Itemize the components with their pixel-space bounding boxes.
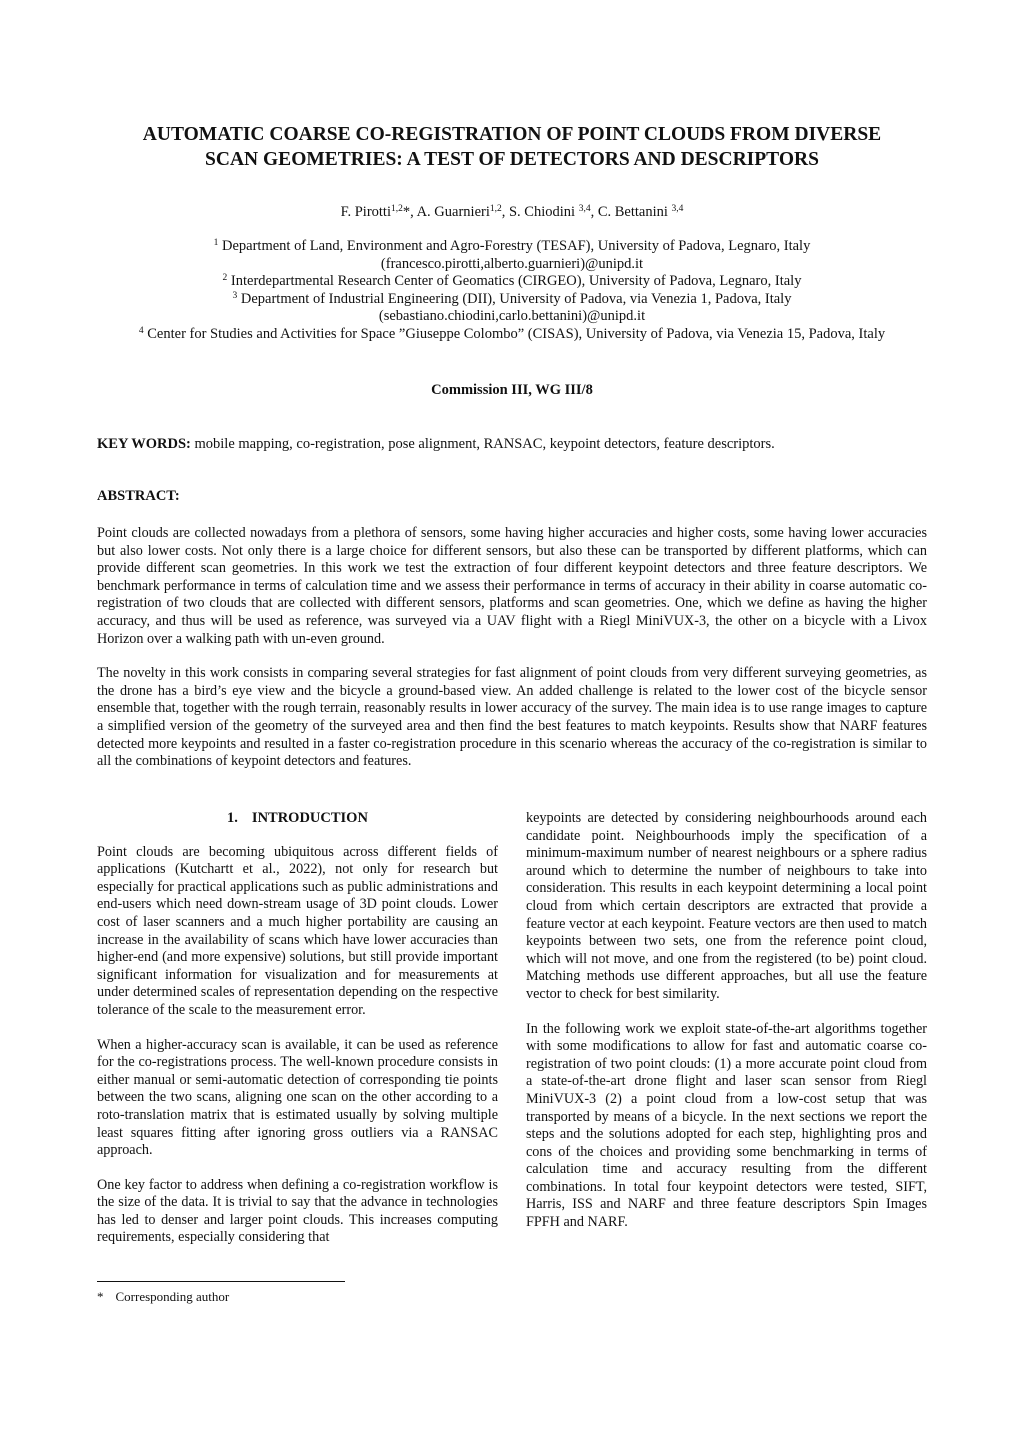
abstract-paragraph: Point clouds are collected nowadays from a plethora of sensors, some having higher accuracies and higher costs, some having lower accuracies but also lower costs. Not only there is a large choice for different sensors, but also these can be transported by different platforms, which can provide different scan geometries. In this work we test the extraction of four different keypoint detectors and three feature descriptors. We benchmark performance in terms of calculation time and we assess their performance in terms of accuracy in their ability in coarse automatic co-registration of two clouds that are collected with different sensors, platforms and scan geometries. One, which we define as having the higher accuracy, and thus will be used as reference, was surveyed via a UAV flight with a Riegl MiniVUX-3, the other on a bicycle with a Livox Horizon over a walking path with un-even ground. bbox=[97, 525, 927, 647]
affiliation-1-email: (francesco.pirotti,alberto.guarnieri)@unipd.it bbox=[380, 255, 644, 272]
keywords-text: mobile mapping, co-registration, pose alignment, RANSAC, keypoint detectors, feature descriptors. bbox=[190, 436, 775, 452]
author-separator: , bbox=[590, 204, 598, 220]
author-affil-sup: 1,2 bbox=[391, 204, 403, 214]
body-paragraph: Point clouds are becoming ubiquitous across different fields of applications (Kutchartt et al., 2022), not only for research but especially for practical applications such as public administrations and end-users which need down-stream usage of 3D point clouds. Lower cost of laser scanners and a much higher portability are causing an increase in the availability of scans which have lower accuracies than higher-end (and more expensive) solutions, but still provide important significant information for visualization and for measurements at under determined scales of representation depending on the respective tolerance of the scale to the measurement error. bbox=[97, 843, 498, 1018]
author-affil-sup: 1,2 bbox=[489, 204, 502, 214]
affiliation-sup: 3 bbox=[232, 290, 238, 301]
affiliations bbox=[60, 238, 964, 344]
paper-title bbox=[60, 122, 964, 172]
author-affil-sup: 3,4 bbox=[671, 204, 684, 214]
footnote-text: Corresponding author bbox=[115, 1289, 230, 1304]
author-name: F. Pirotti bbox=[340, 204, 391, 220]
affiliation-3 bbox=[60, 291, 964, 309]
body-paragraph: In the following work we exploit state-of-the-art algorithms together with some modifications to allow for fast and automatic coarse co-registration of two point clouds: (1) a more accurate point cloud from a state-of-the-art drone flight and laser scan sensor from Riegl MiniVUX-3 (2) a point cloud from a low-cost setup that was transported by means of a bicycle. In the next sections we report the steps and the solutions adopted for each step, highlighting pros and cons of the choices and providing some benchmarking in terms of calculation time and accuracy resulting from the different combinations. In total four keypoint detectors were tested, SIFT, Harris, ISS and NARF and three feature descriptors Spin Images FPFH and NARF. bbox=[526, 1020, 927, 1231]
abstract-body bbox=[97, 525, 927, 788]
affiliation-2 bbox=[60, 273, 964, 291]
affiliation-text: Department of Land, Environment and Agro-Forestry (TESAF), University of Padova, Legnaro, Italy bbox=[218, 238, 811, 254]
affiliation-3-email: (sebastiano.chiodini,carlo.bettanini)@unipd.it bbox=[378, 308, 646, 325]
section-heading-introduction bbox=[97, 810, 498, 828]
author-separator: *, bbox=[402, 204, 417, 220]
affiliation-4 bbox=[60, 326, 964, 344]
body-paragraph: keypoints are detected by considering neighbourhoods around each candidate point. Neighbourhoods imply the specification of a minimum-maximum number of nearest neighbours or a sphere radius around which to determine the number of neighbours to take into consideration. This results in each keypoint determining a local point cloud from which certain descriptors are extracted that provide a feature vector at each keypoint. Feature vectors are then used to match keypoints between two sets, one from the reference point cloud, which will not move, and one from the registered (to be) point cloud. Matching methods use different approaches, but all use the feature vector to check for best similarity. bbox=[526, 810, 927, 1002]
affiliation-sup: 1 bbox=[213, 238, 219, 248]
affiliation-1 bbox=[60, 238, 964, 256]
abstract-heading: ABSTRACT: bbox=[97, 488, 180, 504]
footnote-divider bbox=[97, 1281, 345, 1282]
author-name: A. Guarnieri bbox=[416, 204, 490, 220]
affiliation-sup: 4 bbox=[138, 325, 144, 336]
author-separator: , bbox=[501, 204, 509, 220]
right-column bbox=[526, 810, 927, 1249]
left-column bbox=[97, 810, 498, 1264]
affiliation-text: Interdepartmental Research Center of Geomatics (CIRGEO), University of Padova, Legnaro, Italy bbox=[227, 273, 802, 290]
body-paragraph: When a higher-accuracy scan is available, it can be used as reference for the co-registrations process. The well-known procedure consists in either manual or semi-automatic detection of corresponding tie points between the two scans, aligning one scan on the other according to a roto-translation matrix that is estimated usually by solving multiple least squares fitting after ignoring gross outliers via a RANSAC approach. bbox=[97, 1036, 498, 1159]
affiliation-text: Department of Industrial Engineering (DII), University of Padova, via Venezia 1, Padova, Italy bbox=[237, 290, 792, 307]
author-name: C. Bettanini bbox=[597, 204, 672, 220]
footnote-mark: * bbox=[97, 1289, 104, 1304]
affiliation-sup: 2 bbox=[222, 273, 228, 284]
footnote bbox=[97, 1289, 229, 1305]
author-affil-sup: 3,4 bbox=[578, 204, 591, 214]
author-name: S. Chiodini bbox=[508, 204, 579, 220]
body-paragraph: One key factor to address when defining a co-registration workflow is the size of the data. It is trivial to say that the advance in technologies has led to denser and larger point clouds. This increases computing requirements, especially considering that bbox=[97, 1176, 498, 1246]
author-list bbox=[60, 202, 964, 222]
keywords-label: KEY WORDS: bbox=[97, 436, 191, 452]
section-title: INTRODUCTION bbox=[251, 810, 368, 826]
title-line-1: AUTOMATIC COARSE CO-REGISTRATION OF POINT CLOUDS FROM DIVERSE bbox=[142, 124, 882, 145]
affiliation-text: Center for Studies and Activities for Space ”Giuseppe Colombo” (CISAS), University of Padova, via Venezia 15, Padova, Italy bbox=[143, 325, 886, 342]
title-line-2: SCAN GEOMETRIES: A TEST OF DETECTORS AND DESCRIPTORS bbox=[205, 149, 819, 170]
abstract-paragraph: The novelty in this work consists in comparing several strategies for fast alignment of point clouds from very different surveying geometries, as the drone has a bird’s eye view and the bicycle a ground-based view. An added challenge is related to the lower cost of the bicycle sensor ensemble that, together with the rough terrain, reasonably results in lower accuracy of the survey. The main idea is to use range images to capture a simplified version of the geometry of the surveyed area and then find the best features to match keypoints. Results show that NARF features detected more keypoints and resulted in a faster co-registration procedure in this scenario whereas the accuracy of the co-registration is similar to all the combinations of keypoint detectors and features. bbox=[97, 665, 927, 770]
commission-label: Commission III, WG III/8 bbox=[431, 382, 593, 398]
keywords bbox=[97, 436, 932, 453]
section-number: 1. bbox=[227, 810, 238, 826]
